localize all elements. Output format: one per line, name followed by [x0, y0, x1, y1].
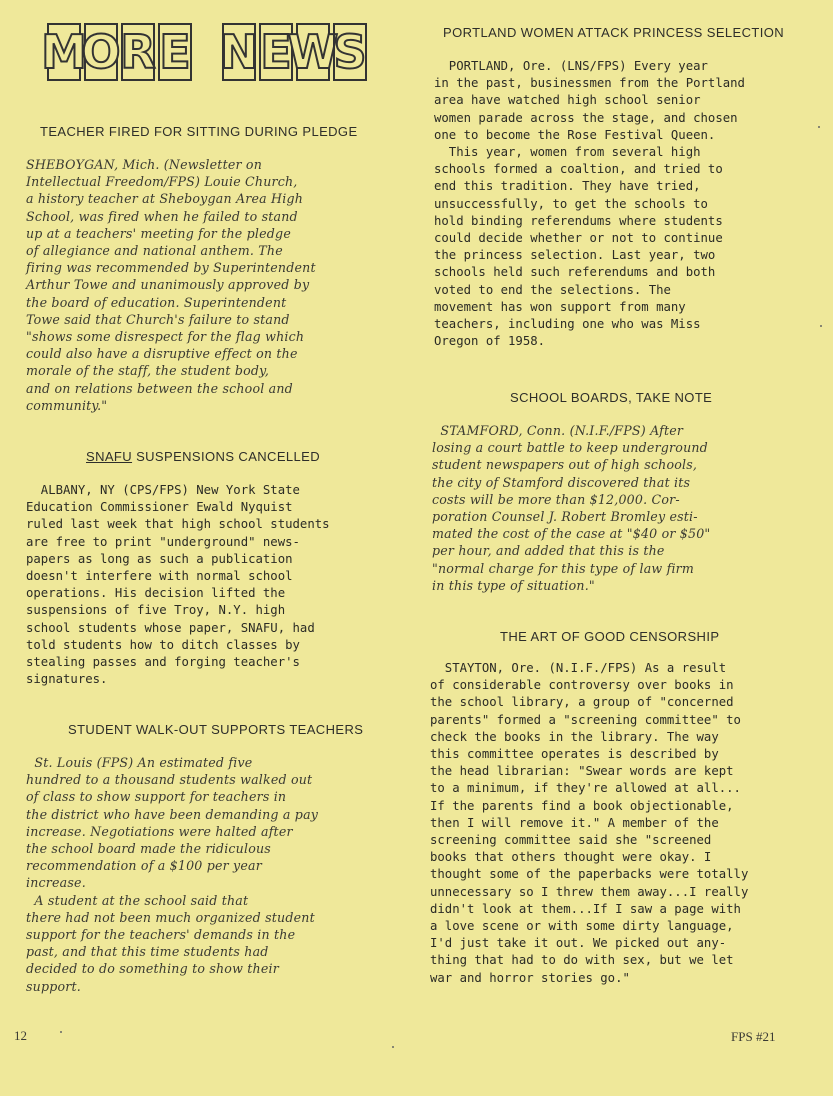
- masthead-letter: O: [81, 25, 121, 79]
- masthead-letter: R: [120, 25, 156, 79]
- article-body-portland: PORTLAND, Ore. (LNS/FPS) Every year in the past, businessmen from the Portland area have watched high school senior women parade across the stage, and chosen one to become the Rose Festival Queen. This year, women from several high schools formed a coaltion, and tried to end this tradition. They have tried, unsuccessfully, to get the schools to hold binding referendums where students could decide whether or not to continue the princess selection. Last year, two schools held such referendums and both voted to end the selections. The movement has won support from many teachers, including one who was Miss Oregon of 1958.: [434, 59, 745, 349]
- headline-rest: SUSPENSIONS CANCELLED: [132, 449, 321, 464]
- article-body-walkout: St. Louis (FPS) An estimated five hundred to a thousand students walked out of class to show support for teachers in the district who have been demanding a pay increase. Negotiations were halted after the school board made the ridiculous recommendation of a $100 per year increase. A student at the school said that there had not been much organized student support for the teachers' demands in the past, and that this time students had decided to do something to show their support.: [26, 755, 319, 994]
- masthead-more-news: [41, 20, 370, 84]
- article-headline-portland: PORTLAND WOMEN ATTACK PRINCESS SELECTION: [443, 25, 785, 40]
- masthead-word-news: [219, 23, 367, 81]
- issue-number: FPS #21: [731, 1029, 776, 1044]
- article-body-censorship: STAYTON, Ore. (N.I.F./FPS) As a result of considerable controversy over books in the school library, a group of "concerned parents" formed a "screening committee" to check the books in the library. The way this committee operates is described by the head librarian: "Swear words are kept to a minimum, if they're allowed at all... If the parents find a book objectionable, then I will remove it." A member of the screening committee said she "screened books that others thought were okay. I thought some of the paperbacks were totally unnecessary so I threw them away...I really didn't look at them...If I saw a page with a love scene or with some dirty language, I'd just take it out. We picked out any- thing that had to do with sex, but we let war and horror stories go.": [430, 661, 749, 985]
- article-headline-snafu: [86, 449, 320, 464]
- article-headline-censorship: THE ART OF GOOD CENSORSHIP: [500, 629, 720, 644]
- masthead-letter: S: [333, 25, 367, 79]
- masthead-letter: W: [287, 25, 339, 79]
- paper-speck: [818, 126, 820, 128]
- masthead-letter: M: [41, 25, 87, 79]
- paper-speck: [820, 325, 822, 327]
- masthead-word-more: [41, 23, 192, 81]
- page-number: 12: [14, 1028, 27, 1043]
- headline-underlined-word: SNAFU: [86, 449, 133, 464]
- masthead-letter: E: [159, 25, 191, 79]
- masthead-letter: E: [260, 25, 292, 79]
- article-body-school-boards: STAMFORD, Conn. (N.I.F./FPS) After losing a court battle to keep underground student newspapers out of high schools, the city of Stamford discovered that its costs will be more than $12,000. Cor- poration Counsel J. Robert Bromley esti- mated the cost of the case at "$40 or $50" per hour, and added that this is the "normal charge for this type of law firm in this type of situation.": [432, 423, 711, 593]
- article-headline-school-boards: SCHOOL BOARDS, TAKE NOTE: [510, 390, 713, 405]
- paper-speck: [392, 1046, 394, 1048]
- article-headline-walkout: STUDENT WALK-OUT SUPPORTS TEACHERS: [68, 722, 364, 737]
- article-headline-teacher-fired: TEACHER FIRED FOR SITTING DURING PLEDGE: [40, 124, 358, 139]
- paper-speck: [60, 1031, 62, 1033]
- article-body-snafu: ALBANY, NY (CPS/FPS) New York State Education Commissioner Ewald Nyquist ruled last week that high school students are free to print "underground" news- papers as long as such a publication doesn't interfere with normal school operations. His decision lifted the suspensions of five Troy, N.Y. high school students whose paper, SNAFU, had told students how to ditch classes by stealing passes and forging teacher's signatures.: [26, 483, 330, 687]
- article-body-teacher-fired: SHEBOYGAN, Mich. (Newsletter on Intellectual Freedom/FPS) Louie Church, a history teacher at Sheboygan Area High School, was fired when he failed to stand up at a teachers' meeting for the pledge of allegiance and national anthem. The firing was recommended by Superintendent Arthur Towe and unanimously approved by the board of education. Superintendent Towe said that Church's failure to stand "shows some disrespect for the flag which could also have a disruptive effect on the morale of the staff, the student body, and on relations between the school and community.": [26, 157, 316, 413]
- masthead-letter: N: [219, 25, 259, 79]
